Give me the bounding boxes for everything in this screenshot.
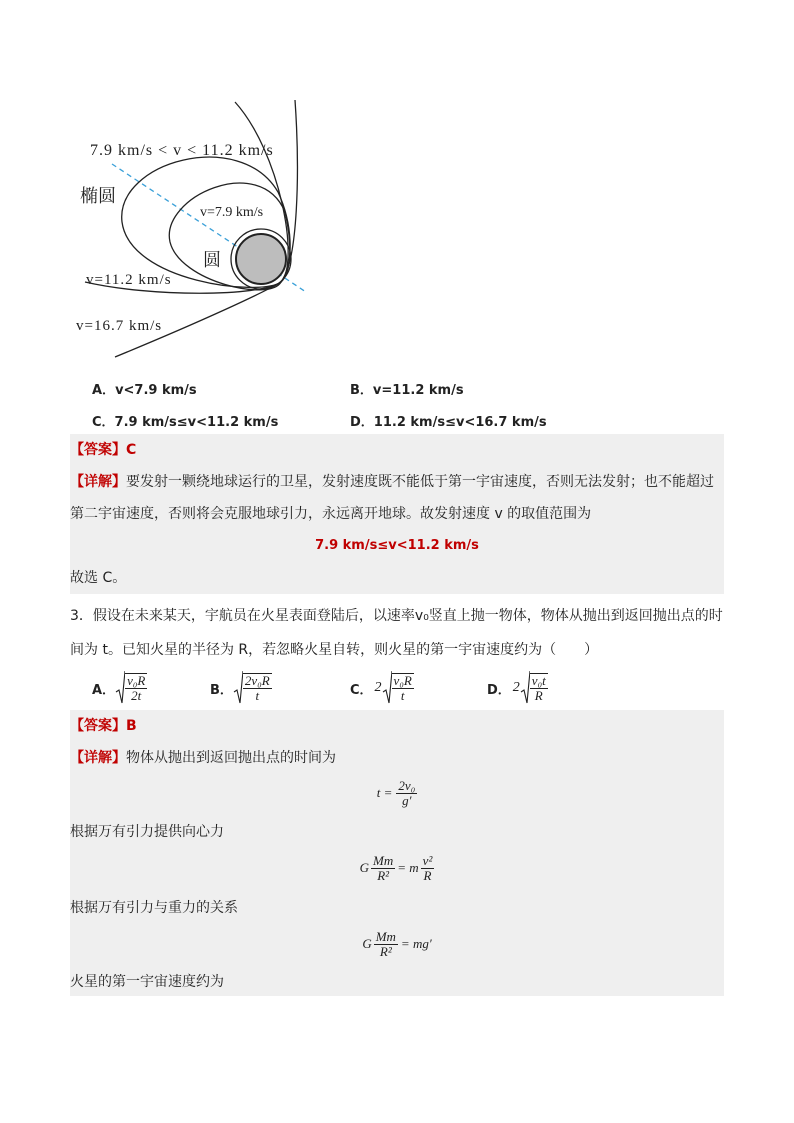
q2-detail-line1: 【详解】要发射一颗绕地球运行的卫星，发射速度既不能低于第一宇宙速度，否则无法发射；也不能超过 [70, 474, 714, 490]
q3-stem-line2: 间为 t。已知火星的半径为 R，若忽略火星自转，则火星的第一宇宙速度约为（ ） [70, 642, 599, 658]
q2-option-c: C．7.9 km/s≤v<11.2 km/s [92, 415, 279, 430]
q3-stem-line1: 3．假设在未来某天，宇航员在火星表面登陆后，以速率v₀竖直上抛一物体，物体从抛出到返回抛出点的时 [70, 608, 723, 624]
q3-eq2: G $\frac{Mm}{\text{R²}}$ = m $\frac{\text{v²}}{R}$ [359, 852, 433, 883]
q3-answer: 【答案】B [70, 718, 137, 734]
label-parabola: v=11.2 km/s [86, 272, 172, 288]
q2-option-d: D．11.2 km/s≤v<16.7 km/s [350, 415, 547, 430]
q3-option-b: B． $\frac{\text{2v₀R}}{t}$ [210, 670, 272, 706]
q2-answer: 【答案】C [70, 442, 137, 458]
q3-text2: 根据万有引力提供向心力 [70, 824, 224, 840]
q2-detail-line2: 第二宇宙速度，否则将会克服地球引力，永远离开地球。故发射速度 v 的取值范围为 [70, 506, 592, 522]
q2-conclusion: 故选 C。 [70, 570, 127, 586]
q3-text4: 火星的第一宇宙速度约为 [70, 974, 224, 990]
label-hyperbola: v=16.7 km/s [76, 318, 163, 334]
q3-text3: 根据万有引力与重力的关系 [70, 900, 238, 916]
label-ellipse-range: 7.9 km/s < v < 11.2 km/s [90, 142, 274, 159]
label-circle: 圆 [203, 250, 221, 270]
q3-eq3: G $\frac{Mm}{\text{R²}}$ = mg′ [362, 928, 432, 959]
q2-option-a: A．v<7.9 km/s [92, 383, 197, 398]
q2-option-b: B．v=11.2 km/s [350, 383, 464, 398]
label-circle-speed: v=7.9 km/s [200, 205, 264, 220]
planet-circle [236, 234, 286, 284]
sqrt-sign-icon [382, 670, 392, 706]
sqrt-sign-icon [233, 670, 243, 706]
label-ellipse: 椭圆 [80, 186, 116, 206]
sqrt-sign-icon [520, 670, 530, 706]
sqrt-sign-icon [115, 670, 125, 706]
q3-eq1: t = $\frac{\text{2v₀}}{g'}$ [376, 777, 416, 808]
q3-option-c: C． 2 $\frac{\text{v₀R}}{t}$ [350, 670, 414, 706]
q3-option-a: A． $\frac{\text{v₀R}}{2t}$ [92, 670, 147, 706]
q3-option-d: D． 2 $\frac{\text{v₀t}}{R}$ [487, 670, 548, 706]
q2-detail-formula: 7.9 km/s≤v<11.2 km/s [315, 538, 479, 553]
q3-detail1: 【详解】物体从抛出到返回抛出点的时间为 [70, 750, 336, 766]
